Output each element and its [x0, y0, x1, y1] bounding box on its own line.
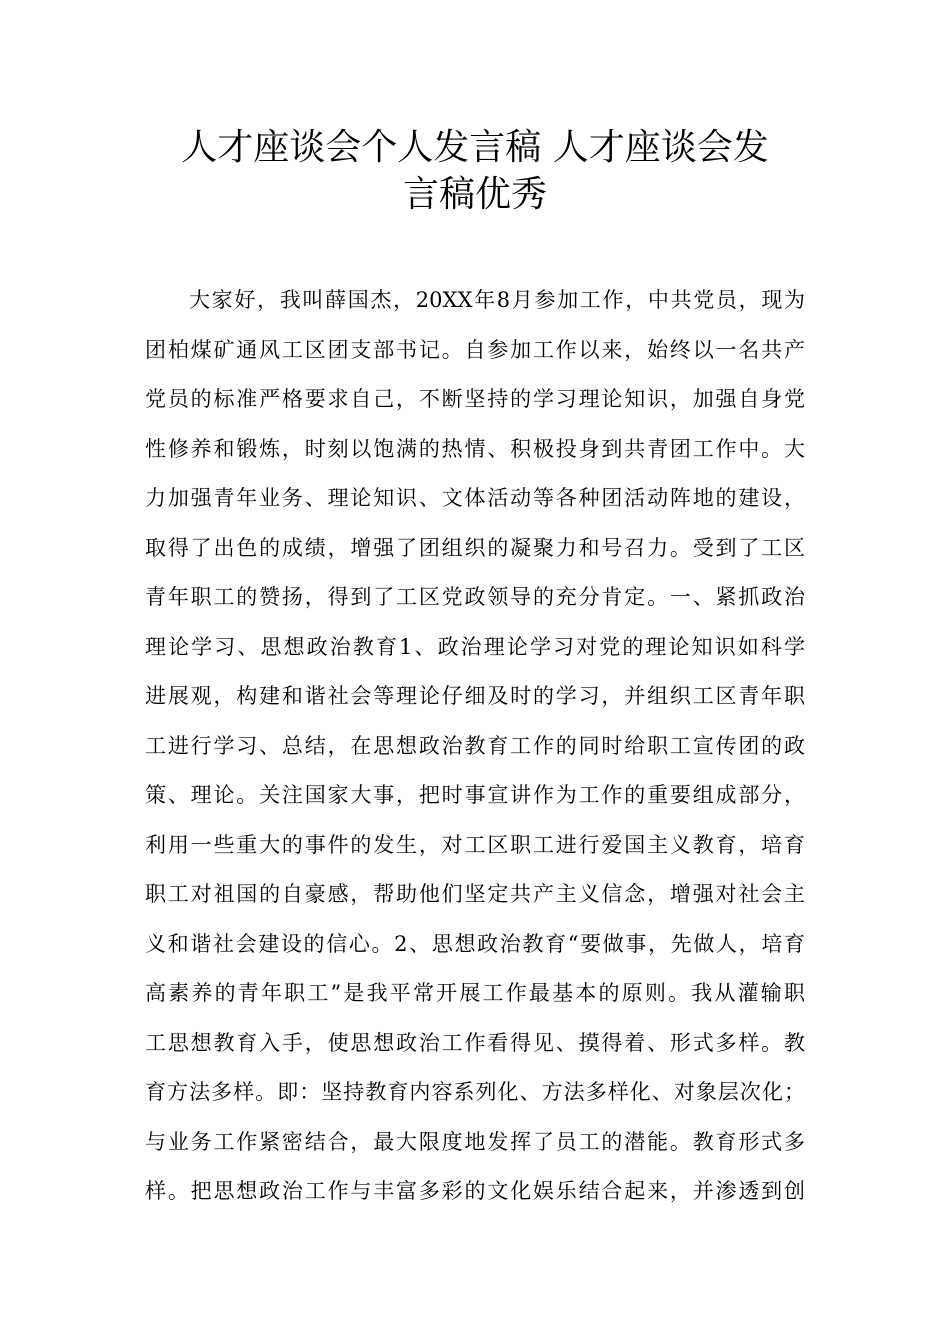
body-line: 党员的标准严格要求自己，不断坚持的学习理论知识，加强自身党: [145, 387, 805, 411]
body-line: 进展观，构建和谐社会等理论仔细及时的学习，并组织工区青年职: [145, 684, 805, 708]
body-line: 团柏煤矿通风工区团支部书记。自参加工作以来，始终以一名共产: [145, 337, 805, 362]
body-line: 工进行学习、总结，在思想政治教育工作的同时给职工宣传团的政: [145, 733, 805, 758]
document-body: [145, 276, 805, 1217]
document-title: [145, 124, 805, 218]
body-line: 样。把思想政治工作与丰富多彩的文化娱乐结合起来，并渗透到创: [145, 1179, 805, 1203]
body-line: 理论学习、思想政治教育1、政治理论学习对党的理论知识如科学: [145, 634, 805, 659]
title-line-1: 人才座谈会个人发言稿 人才座谈会发: [181, 127, 769, 168]
body-line: 职工对祖国的自豪感，帮助他们坚定共产主义信念，增强对社会主: [145, 882, 805, 906]
title-line-2: 言稿优秀: [402, 174, 547, 215]
body-line: 高素养的青年职工”是我平常开展工作最基本的原则。我从灌输职: [145, 981, 805, 1005]
body-line: 性修养和锻炼，时刻以饱满的热情、积极投身到共青团工作中。大: [145, 436, 805, 461]
body-line: 取得了出色的成绩，增强了团组织的凝聚力和号召力。受到了工区: [145, 535, 805, 560]
body-line: 与业务工作紧密结合，最大限度地发挥了员工的潜能。教育形式多: [145, 1129, 805, 1154]
body-line: 义和谐社会建设的信心。2、思想政治教育“要做事，先做人，培育: [145, 931, 805, 956]
body-line: 大家好，我叫薛国杰，20XX年8月参加工作，中共党员，现为: [189, 288, 805, 312]
body-line: 策、理论。关注国家大事，把时事宣讲作为工作的重要组成部分，: [145, 783, 805, 807]
body-line: 力加强青年业务、理论知识、文体活动等各种团活动阵地的建设，: [145, 486, 805, 510]
body-line: 育方法多样。即：坚持教育内容系列化、方法多样化、对象层次化；: [145, 1080, 805, 1104]
body-line: 工思想教育入手，使思想政治工作看得见、摸得着、形式多样。教: [145, 1030, 805, 1055]
body-line: 利用一些重大的事件的发生，对工区职工进行爱国主义教育，培育: [145, 832, 805, 857]
body-line: 青年职工的赞扬，得到了工区党政领导的充分肯定。一、紧抓政治: [145, 585, 805, 609]
